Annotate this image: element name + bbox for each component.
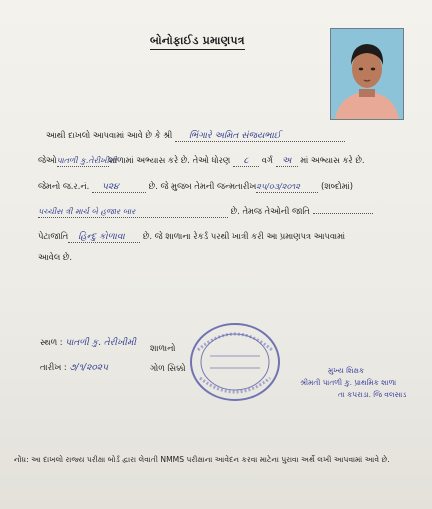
student-photo (330, 28, 404, 120)
subcaste-field: હિન્દુ કોળાવા (78, 232, 125, 242)
place-line (40, 337, 136, 348)
line5-suffix: છે. જે શાળાના રેકર્ડ પરથી ખાત્રી કરી આ પ્રમાણપત્ર આપવામાં (142, 231, 346, 241)
seal-label: શાળાનો (150, 343, 176, 353)
gr-number-field: ૫૨૪ (101, 182, 119, 192)
round-seal-label: ગોળ સિક્કો (150, 363, 186, 373)
standard-field: ૮ (243, 156, 249, 166)
line6: આવેલ છે. (38, 252, 73, 262)
line3-suffix: (શબ્દોમાં) (320, 181, 354, 191)
line2-mid: શાળામાં અભ્યાસ કરે છે. તેઓ ધોરણ (108, 155, 231, 165)
footer-note: નોંધ: આ દાખલો રાજ્ય પરીક્ષા બોર્ડ દ્વારા લેવાતી NMMS પરીક્ષાના આવેદન કરવા માટેના પુરાવા અર્થે લખી આપવામાં આવે છે. (14, 455, 390, 464)
line-gr-dob (38, 181, 353, 193)
line-subcaste (38, 231, 345, 243)
school-name-field: પાતળી કુ.તેરીખીમી (56, 156, 117, 165)
date-label: તારીખ : (40, 362, 67, 372)
date-line (40, 362, 108, 373)
stamp-school-name: શ્રીમતી પાતળી કુ. પ્રાથમિક શાળા (300, 378, 397, 387)
student-photo-image (331, 29, 403, 119)
place-field: પાતળી કુ. તેરીખીમી (65, 338, 136, 348)
line5-prefix: પેટાજાતિ (38, 231, 69, 241)
line-dob-words (38, 206, 373, 218)
line2-suffix: માં અભ્યાસ કરે છે. (300, 155, 365, 165)
line-school (38, 155, 365, 167)
line-student-name (46, 130, 345, 142)
dob-field: ૨૫/૦૩/૨૦૧૨ (256, 182, 300, 191)
stamp-headmaster: મુખ્ય શિક્ષક (328, 366, 365, 375)
date-field: ૭/૧/૨૦૨૫ (69, 363, 109, 373)
dob-words-field: પચ્ચીસ ત્રી માર્ચ બે હજાર બાર (38, 207, 136, 216)
line2-prefix: જેઓ (38, 155, 57, 165)
student-name-field: ભિંગારે અમિત સંજયભાઈ (188, 131, 281, 141)
place-label: સ્થળ : (40, 337, 63, 347)
line2-mid2: વર્ગ (261, 155, 273, 165)
line3-prefix: જેમનો જ.ર.નં. (38, 181, 90, 191)
division-field: અ (281, 156, 292, 166)
line4-mid: છે. તેમજ તેઓની જાતિ (230, 206, 310, 216)
school-seal-stamp (188, 320, 282, 404)
line3-mid: છે. જે મુજબ તેમની જન્મતારીખ (148, 181, 257, 191)
certificate-title: બોનોફાઈડ પ્રમાણપત્ર (150, 34, 245, 50)
line1-prefix: આથી દાખલો આપવામાં આવે છે કે શ્રી (46, 130, 173, 140)
stamp-address: તા કપરાડા. જિ વલસાડ (338, 390, 407, 399)
